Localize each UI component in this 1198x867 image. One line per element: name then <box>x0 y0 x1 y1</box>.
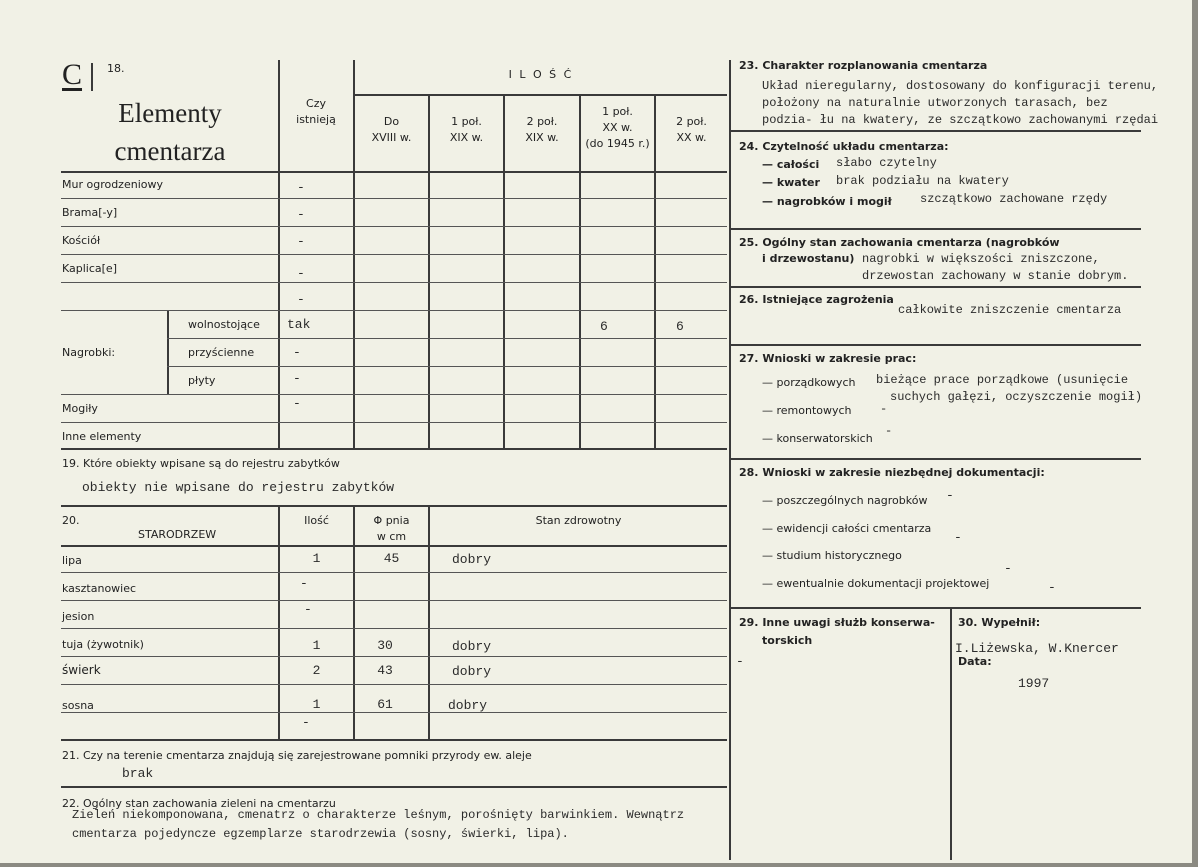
grid-line <box>61 254 727 255</box>
trees-col-diam-unit: w cm <box>376 530 407 543</box>
grid-line <box>503 96 505 448</box>
grid-line <box>61 310 727 311</box>
trees-col-qty: Ilość <box>304 514 329 527</box>
trees-col-health: Stan zdrowotny <box>535 514 622 527</box>
page-title: Elementy <box>118 98 222 128</box>
grid-line <box>61 628 727 629</box>
grid-line <box>61 394 727 395</box>
grid-line <box>61 282 727 283</box>
row-exists: - <box>297 180 305 195</box>
tree-diam: 30 <box>377 638 393 653</box>
grid-line <box>167 310 169 394</box>
q27-item-label: — konserwatorskich <box>762 432 873 445</box>
tree-name: sosna <box>62 699 94 712</box>
q27-item-answer-line2: suchych gałęzi, oczyszczenie mogił) <box>890 390 1143 404</box>
grid-line <box>731 458 1141 460</box>
q26-answer: całkowite zniszczenie cmentarza <box>898 303 1122 317</box>
q25-answer-line2: drzewostan zachowany w stanie dobrym. <box>862 269 1129 283</box>
q26-label: 26. Istniejące zagrożenia <box>739 293 894 306</box>
tree-health: dobry <box>452 552 492 567</box>
q27-item-answer: - <box>880 402 888 416</box>
q25-answer-line1: nagrobki w większości zniszczone, <box>862 252 1100 266</box>
page-title-line2: cmentarza <box>114 136 226 166</box>
row-exists: - <box>297 207 305 222</box>
q21-answer: brak <box>122 766 154 781</box>
grid-line <box>61 656 727 657</box>
q30-label: 30. Wypełnił: <box>958 616 1041 629</box>
other-elements-label: Inne elementy <box>62 430 142 443</box>
gravestone-type: wolnostojące <box>188 318 260 331</box>
letter-bar <box>91 63 93 91</box>
grid-line <box>61 226 727 227</box>
grid-line <box>353 94 727 96</box>
grid-line <box>167 338 727 339</box>
q19-label: 19. Które obiekty wpisane są do rejestru zabytków <box>62 457 340 470</box>
grid-line <box>61 422 727 423</box>
tree-diam: 61 <box>377 697 393 712</box>
tree-name: świerk <box>62 663 101 677</box>
col-quantity-header: I L O Ś Ć <box>508 68 574 81</box>
q23-label: 23. Charakter rozplanowania cmentarza <box>739 59 988 72</box>
date-value: 1997 <box>1018 676 1050 691</box>
grid-line <box>61 739 727 741</box>
q22-answer-line2: cmentarza pojedyncze egzemplarze starodrzewia (sosny, świerki, lipa). <box>72 827 569 841</box>
tree-qty: - <box>304 602 312 617</box>
q29-answer: - <box>736 654 744 669</box>
tree-name: tuja (żywotnik) <box>62 638 144 651</box>
q27-label: 27. Wnioski w zakresie prac: <box>739 352 917 365</box>
grid-line <box>731 286 1141 288</box>
tree-qty: - <box>302 715 310 730</box>
row-exists: tak <box>287 317 311 332</box>
grid-line <box>950 609 952 860</box>
q27-item-label: — remontowych <box>762 404 852 417</box>
q23-answer-line1: Układ nieregularny, dostosowany do konfiguracji terenu, <box>762 79 1159 93</box>
q27-item-answer: - <box>885 424 893 438</box>
tree-name: jesion <box>62 610 95 623</box>
date-label: Data: <box>958 655 992 668</box>
gravestone-type: płyty <box>188 374 216 387</box>
gravestones-label: Nagrobki: <box>62 346 116 359</box>
grid-line <box>731 228 1141 230</box>
tree-health: dobry <box>452 664 492 679</box>
row-exists: - <box>293 396 301 411</box>
tree-qty: 1 <box>312 638 321 653</box>
row-value: 6 <box>676 319 684 334</box>
grid-line <box>428 507 430 739</box>
row-exists: - <box>297 292 305 307</box>
grid-line <box>61 600 727 601</box>
grid-line <box>731 130 1141 132</box>
tree-health: dobry <box>452 639 492 654</box>
q29-label: 29. Inne uwagi służb konserwa- <box>739 616 935 629</box>
q28-item-label: — poszczególnych nagrobków <box>762 494 928 507</box>
trees-col-diam: Φ pnia <box>373 514 410 527</box>
grid-line <box>61 572 727 573</box>
grid-line <box>61 712 727 713</box>
col-exists-header: Czy istnieją <box>296 97 336 126</box>
tree-diam: 45 <box>383 551 400 566</box>
gravestone-type: przyścienne <box>188 346 255 359</box>
grid-line <box>61 684 727 685</box>
grid-line <box>61 786 727 788</box>
tree-diam: 43 <box>377 663 393 678</box>
q24-item-answer: słabo czytelny <box>836 156 937 170</box>
grid-line <box>61 171 727 173</box>
q28-label: 28. Wnioski w zakresie niezbędnej dokumentacji: <box>739 466 1045 479</box>
q28-item-answer: - <box>1048 580 1056 595</box>
tree-qty: - <box>300 576 308 591</box>
trees-header: STARODRZEW <box>138 528 217 541</box>
tree-qty: 1 <box>312 697 321 712</box>
q27-item-label: — porządkowych <box>762 376 856 389</box>
q24-item-answer: szczątkowo zachowane rzędy <box>920 192 1108 206</box>
tree-qty: 2 <box>312 663 321 678</box>
period-header-1: 1 poł. XIX w. <box>449 115 484 144</box>
grid-line <box>167 366 727 367</box>
grid-line <box>731 607 1141 609</box>
q23-answer-line2: położony na naturalnie utworzonych tarasach, bez <box>762 96 1108 110</box>
q22-answer-line1: Zieleń niekomponowana, cmenatrz o charakterze leśnym, porośnięty barwinkiem. Wewnątrz <box>72 808 685 822</box>
row-value: 6 <box>600 319 608 334</box>
q25-label-line2: i drzewostanu) <box>762 252 855 265</box>
tree-qty: 1 <box>312 551 321 566</box>
q24-item-answer: brak podziału na kwatery <box>836 174 1009 188</box>
row-label: Mur ogrodzeniowy <box>62 178 163 191</box>
tree-name: lipa <box>62 554 82 567</box>
period-header-4: 2 poł. XX w. <box>676 115 707 144</box>
q21-label: 21. Czy na terenie cmentarza znajdują się zarejestrowane pomniki przyrody ew. aleje <box>62 749 532 762</box>
q29-label-line2: torskich <box>762 634 813 647</box>
row-exists: - <box>297 266 305 281</box>
q27-item-answer: bieżące prace porządkowe (usunięcie <box>876 373 1129 387</box>
q28-item-answer: - <box>954 530 962 545</box>
tree-health: dobry <box>448 698 488 713</box>
row-label: Brama[-y] <box>62 206 118 219</box>
tree-name: kasztanowiec <box>62 582 137 595</box>
q24-item-label: — kwater <box>762 176 820 189</box>
grid-line <box>61 505 727 507</box>
period-header-0: Do XVIII w. <box>371 115 412 144</box>
q25-label: 25. Ogólny stan zachowania cmentarza (nagrobków <box>739 236 1060 249</box>
q28-item-answer: - <box>1004 561 1012 576</box>
section-letter: C <box>62 58 83 91</box>
trees-number: 20. <box>62 514 80 527</box>
row-exists: - <box>293 371 301 386</box>
grid-line <box>654 96 656 448</box>
period-header-2: 2 poł. XIX w. <box>525 115 559 144</box>
row-exists: - <box>293 345 301 360</box>
section-number: 18. <box>107 62 125 75</box>
row-label: Kaplica[e] <box>62 262 117 275</box>
graves-label: Mogiły <box>62 402 98 415</box>
period-header-3: 1 poł. XX w. (do 1945 r.) <box>585 105 650 150</box>
q28-item-answer: - <box>946 488 954 503</box>
q28-item-label: — ewentualnie dokumentacji projektowej <box>762 577 990 590</box>
q28-item-label: — ewidencji całości cmentarza <box>762 522 932 535</box>
q23-answer-line3: podzia- łu na kwatery, ze szczątkowo zachowanymi rzędai <box>762 113 1159 127</box>
row-exists: - <box>297 234 305 249</box>
q28-item-label: — studium historycznego <box>762 549 902 562</box>
filled-by: I.Liżewska, W.Knercer <box>955 641 1119 656</box>
q24-item-label: — całości <box>762 158 820 171</box>
row-label: Kościół <box>62 234 101 247</box>
grid-line <box>428 96 430 448</box>
grid-line <box>61 448 727 450</box>
q24-label: 24. Czytelność układu cmentarza: <box>739 140 949 153</box>
grid-line <box>61 545 727 547</box>
grid-line <box>61 198 727 199</box>
grid-line <box>731 344 1141 346</box>
q24-item-label: — nagrobków i mogił <box>762 195 892 208</box>
q22-label: 22. Ogólny stan zachowania zieleni na cmentarzu <box>62 797 336 810</box>
column-divider <box>729 60 731 860</box>
q19-answer: obiekty nie wpisane do rejestru zabytków <box>82 480 395 495</box>
